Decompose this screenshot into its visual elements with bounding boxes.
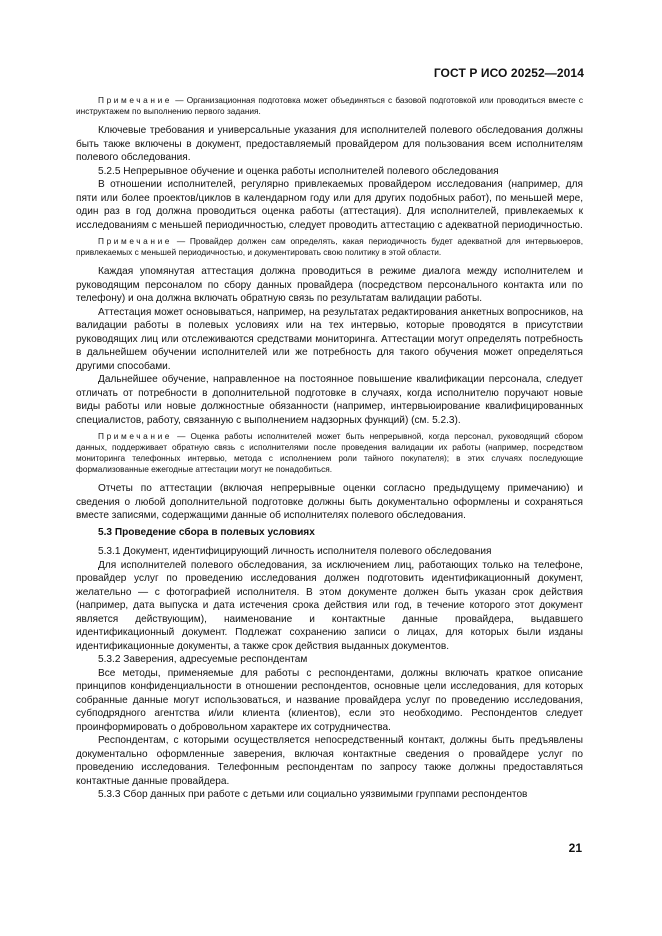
subsection-heading: 5.3.1 Документ, идентифицирующий личность исполнителя полевого обследования bbox=[98, 546, 492, 557]
paragraph: Для исполнителей полевого обследования, за исключением лиц, работающих только на телефоне, провайдер услуг по проведению исследования должен подготовить идентификационный документ, желательно — с фотографией исполнителя. В этом документе должен быть указан срок действия (например, дата выпуска и дата истечения срока действия или год, в течение которого этот документ является действующим), наименование и контактные данные провайдера, выдавшего идентификационный документ. Подлежат сохранению записи о лицах, для которых были изданы идентификационные документы, а также срок действия выданных документов. bbox=[76, 559, 583, 652]
note-label: Примечание bbox=[98, 431, 173, 441]
page-number: 21 bbox=[568, 841, 582, 855]
note-text: Провайдер должен сам определять, какая периодичность будет адекватной для интервьюеров, привлекаемых с меньшей периодичностью, и документировать свою политику в этой области. bbox=[76, 236, 583, 257]
note-text: Оценка работы исполнителей может быть непрерывной, когда персонал, руководящий сбором данных, поддерживает обратную связь с исполнителями после проведения валидации их работы (например, посредством мониторинга телефонных интервью, метода с исполнением роли тайного покупателя); в этих случаях последующие формализованные ежегодные аттестации могут не понадобиться. bbox=[76, 431, 584, 474]
note-dash: — bbox=[177, 431, 186, 441]
section-heading: 5.3 Проведение сбора в полевых условиях bbox=[98, 526, 315, 538]
note-dash: — bbox=[175, 95, 184, 105]
document-header: ГОСТ Р ИСО 20252—2014 bbox=[433, 66, 584, 80]
paragraph: Отчеты по аттестации (включая непрерывные оценки согласно предыдущему примечанию) и сведения о любой дополнительной подготовке должны быть документально оформлены и сохраняться вместе записями, содержащими данные об исполнителях полевого обследования. bbox=[76, 483, 583, 521]
document-body bbox=[76, 95, 583, 802]
paragraph: Каждая упомянутая аттестация должна проводиться в режиме диалога между исполнителем и руководящим персоналом по сбору данных провайдера (посредством персонального контакта или по телефону) и она должна включать обратную связь по результатам валидации работы. bbox=[76, 266, 583, 304]
note-label: Примечание bbox=[98, 236, 173, 246]
note-1 bbox=[76, 95, 583, 117]
subsection-heading: 5.3.3 Сбор данных при работе с детьми или социально уязвимыми группами респондентов bbox=[98, 789, 528, 800]
paragraph: Аттестация может основываться, например, на результатах редактирования анкетных вопросников, на валидации работы в полевых условиях или на тех интервью, которые проводятся в присутствии руководящих лиц или отслеживаются средствами мониторинга. Аттестации могут определять потребность в дальнейшем обучении исполнителей или же потребность для такого обучения может определяться другими способами. bbox=[76, 306, 583, 372]
paragraph: Респондентам, с которыми осуществляется непосредственный контакт, должны быть предъявлены документально оформленные заверения, включая контактные сведения о провайдере услуг по проведению исследования. Телефонным респондентам по запросу также должны предоставляться контактные данные провайдера. bbox=[76, 735, 583, 787]
subsection-heading: 5.2.5 Непрерывное обучение и оценка работы исполнителей полевого обследования bbox=[98, 165, 499, 177]
note-2 bbox=[76, 236, 583, 258]
note-label: Примечание bbox=[98, 95, 173, 105]
note-3 bbox=[76, 431, 583, 475]
paragraph: Все методы, применяемые для работы с респондентами, должны включать краткое описание принципов конфиденциальности в отношении респондентов, основные цели исследования, для которых собранные данные могут использоваться, и название провайдера услуг по проведению исследования, субподрядного агентства и/или клиента (клиентов), если это необходимо. Респондентов следует проинформировать о добровольном характере их сотрудничества. bbox=[76, 667, 583, 733]
subsection-heading: 5.3.2 Заверения, адресуемые респондентам bbox=[98, 654, 308, 665]
note-dash: — bbox=[176, 236, 186, 246]
paragraph: Ключевые требования и универсальные указания для исполнителей полевого обследования должны быть также включены в документ, предоставляемый провайдером для пользования всем исполнителям полевого обследования. bbox=[76, 125, 583, 163]
paragraph: В отношении исполнителей, регулярно привлекаемых провайдером исследования (например, для пяти или более проектов/циклов в календарном году или для других подобных работ), по меньшей мере, один раз в год должна проводиться оценка работы (аттестация). Для исполнителей, привлекаемых к исследованиям с меньшей периодичностью, следует проводить аттестацию с адекватной периодичностью. bbox=[76, 179, 583, 231]
note-text: Организационная подготовка может объединяться с базовой подготовкой или проводиться вместе с инструктажем по выполнению первого задания. bbox=[76, 95, 583, 116]
paragraph: Дальнейшее обучение, направленное на постоянное повышение квалификации персонала, следует отличать от потребности в дополнительной подготовке в случаях, когда исполнителю поручают новые виды работы или новые должностные обязанности (например, интервьюирование квалифицированных специалистов, работу, связанную с выполнением надзорных функций) (см. 5.2.3). bbox=[76, 374, 583, 426]
